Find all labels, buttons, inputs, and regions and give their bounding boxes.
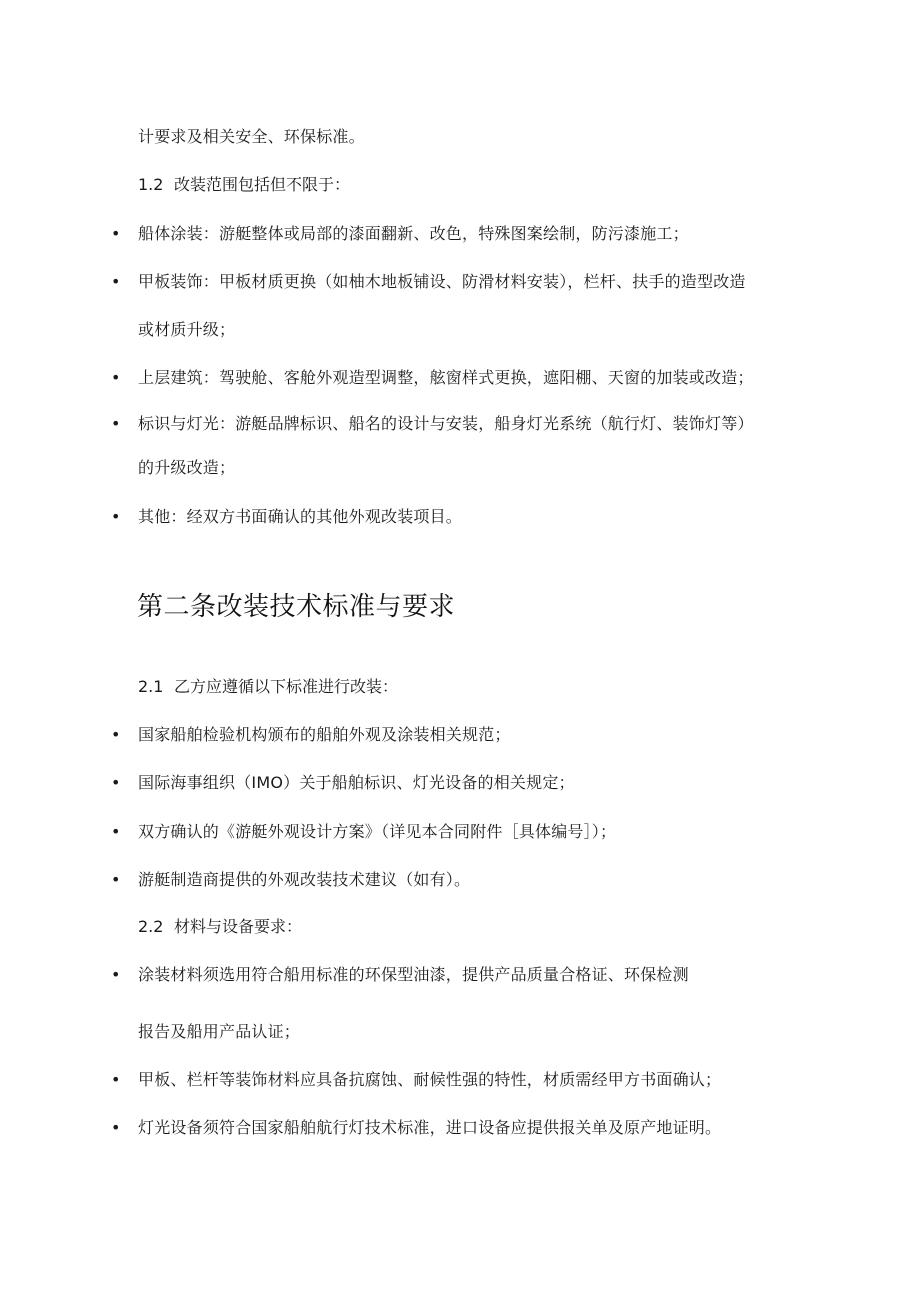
section-heading: 第二条改装技术标准与要求 [137,592,456,622]
intro-continuation-text: 计要求及相关安全、环保标准。 [138,127,365,146]
subsection-number: 1.2 [138,175,164,194]
subsection-number: 2.2 [138,917,164,936]
list-item-continuation: 或材质升级； [138,320,236,339]
list-item: 甲板、栏杆等装饰材料应具备抗腐蚀、耐候性强的特性，材质需经甲方书面确认； [138,1070,722,1089]
bullet-icon: • [111,507,121,526]
bullet-icon: • [111,414,121,433]
list-item-continuation: 的升级改造； [138,458,236,477]
bullet-icon: • [111,368,121,387]
subsection-2-1 [138,676,398,698]
bullet-icon: • [111,1070,121,1089]
list-item: 船体涂装：游艇整体或局部的漆面翻新、改色，特殊图案绘制，防污漆施工； [138,224,689,243]
list-item: 国家船舶检验机构颁布的船舶外观及涂装相关规范； [138,725,511,744]
list-item: 涂装材料须选用符合船用标准的环保型油漆，提供产品质量合格证、环保检测 [138,965,689,984]
list-item-continuation: 报告及船用产品认证； [138,1022,301,1041]
list-item: 其他：经双方书面确认的其他外观改装项目。 [138,507,463,526]
list-item: 国际海事组织（IMO）关于船舶标识、灯光设备的相关规定； [138,773,575,792]
bullet-icon: • [111,965,121,984]
bullet-icon: • [111,1118,121,1137]
bullet-icon: • [111,822,121,841]
list-item: 双方确认的《游艇外观设计方案》（详见本合同附件［具体编号］）； [138,822,617,841]
list-item: 游艇制造商提供的外观改装技术建议（如有）。 [138,870,471,889]
list-item: 甲板装饰：甲板材质更换（如柚木地板铺设、防滑材料安装），栏杆、扶手的造型改造 [138,272,746,291]
list-item: 标识与灯光：游艇品牌标识、船名的设计与安装，船身灯光系统（航行灯、装饰灯等） [138,414,754,433]
subsection-2-2 [138,916,302,938]
subsection-text: 乙方应遵循以下标准进行改装： [174,677,399,696]
list-item: 上层建筑：驾驶舱、客舱外观造型调整，舷窗样式更换，遮阳棚、天窗的加装或改造； [138,368,754,387]
bullet-icon: • [111,870,121,889]
bullet-icon: • [111,725,121,744]
bullet-icon: • [111,224,121,243]
subsection-text: 改装范围包括但不限于： [174,175,351,194]
bullet-icon: • [111,773,121,792]
subsection-number: 2.1 [138,677,164,696]
bullet-icon: • [111,272,121,291]
list-item: 灯光设备须符合国家船舶航行灯技术标准，进口设备应提供报关单及原产地证明。 [138,1118,722,1137]
subsection-1-2 [138,174,350,196]
subsection-text: 材料与设备要求： [174,917,303,936]
